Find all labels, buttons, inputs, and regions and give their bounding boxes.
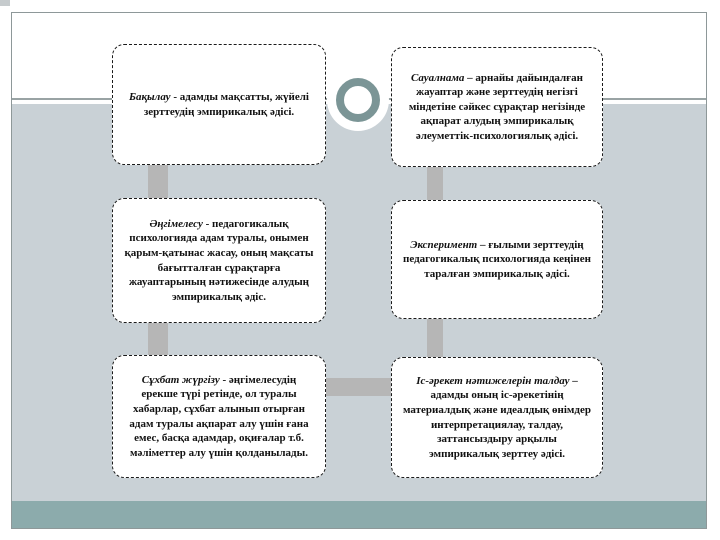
connector-right-top — [427, 166, 443, 202]
textbox-experiment-text — [402, 238, 592, 282]
textbox-lead: Әңгімелесу — [149, 217, 203, 230]
textbox-observation-text — [123, 90, 315, 119]
textbox-observation — [112, 44, 326, 165]
connector-left-bottom — [148, 322, 168, 356]
textbox-survey-text — [402, 71, 592, 144]
textbox-activity-analysis-text — [402, 374, 592, 461]
textbox-body: - адамды мақсатты, жүйелі зерттеудің эмпирикалық әдісі. — [143, 90, 309, 118]
textbox-survey — [391, 47, 603, 167]
textbox-lead: Эксперимент — [410, 238, 478, 251]
textbox-conversation-text — [123, 217, 315, 304]
textbox-body: – арнайы дайындалған жауаптар және зерттеудің негізгі міндетіне сәйкес сұрақтар негізінде ақпарат алудың эмпирикалық әлеуметтік-психологиялық әдісі. — [408, 71, 586, 142]
textbox-interview — [112, 355, 326, 478]
textbox-activity-analysis — [391, 357, 603, 478]
textbox-body: - әңгімелесудің ерекше түрі ретінде, ол туралы хабарлар, сұхбат алынып отырған адам туралы ақпарат алу үшін ғана емес, басқа адамдар, оқиғалар т.б. мәліметтер алу үшін қолданылады. — [129, 373, 309, 459]
textbox-lead: Іс-әрекет нәтижелерін талдау — [416, 374, 570, 387]
textbox-body: – адамды оның іс-әрекетінің материалдық және идеалдық өнімдер интерпретациялау, талдау, заттансыздыру арқылы эмпирикалық зерттеу әдісі. — [403, 374, 591, 460]
textbox-lead: Сұхбат жүргізу — [141, 373, 220, 386]
connector-right-bottom — [427, 318, 443, 358]
textbox-body: – ғылыми зерттеудің педагогикалық психологияда кеңінен таралған эмпирикалық әдісі. — [403, 238, 591, 280]
slide-footer-band — [12, 501, 706, 528]
textbox-lead: Сауалнама — [410, 71, 465, 84]
hub-ring-icon — [336, 78, 380, 122]
connector-left-top — [148, 164, 168, 200]
textbox-lead: Бақылау — [128, 90, 171, 103]
textbox-interview-text — [123, 373, 315, 460]
corner-artifact — [0, 0, 10, 6]
textbox-conversation — [112, 198, 326, 323]
textbox-experiment — [391, 200, 603, 319]
textbox-body: - педагогикалық психологияда адам туралы, онымен қарым-қатынас жасау, оның мақсаты бағытталған сұрақтарға жауаптарының нәтижесінде алудың эмпирикалық әдіс. — [124, 217, 314, 303]
connector-bottom-horizontal — [325, 378, 393, 396]
